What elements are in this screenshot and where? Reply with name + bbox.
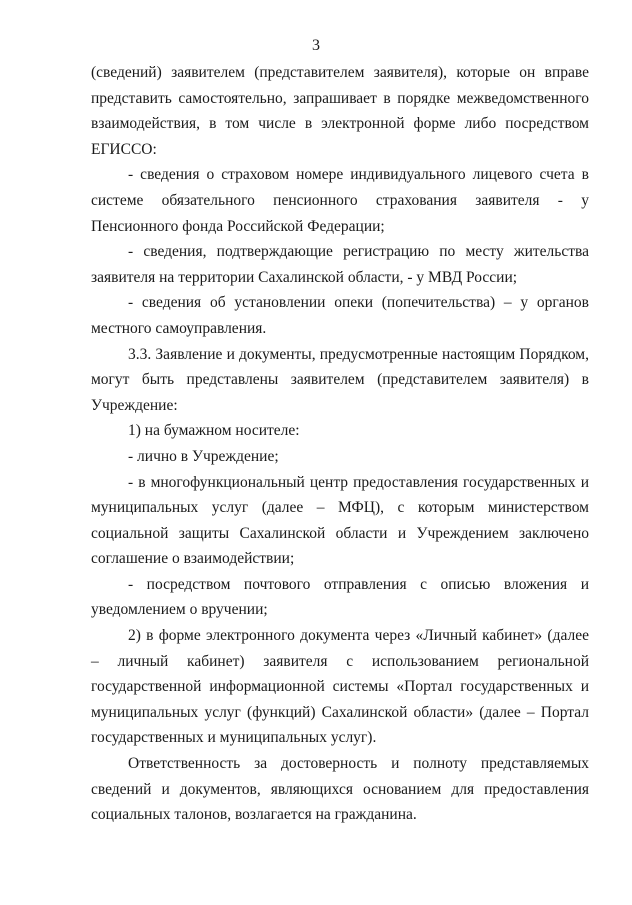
paragraph-1: (сведений) заявителем (представителем заявителя), которые он вправе представить самостоятельно, запрашивает в порядке межведомственного взаимодействия, в том числе в электронной форме либо посредством ЕГИССО:: [91, 64, 589, 158]
paragraph-7: - лично в Учреждение;: [128, 447, 279, 465]
paragraph-10: 2) в форме электронного документа через «Личный кабинет» (далее – личный кабинет) заявителя с использованием региональной государственной информационной системы «Портал государственных и муниципальных услуг (функций) Сахалинской области» (далее – Портал государственных и муниципальных услуг).: [91, 627, 589, 747]
paragraph-6: 1) на бумажном носителе:: [128, 422, 300, 440]
page-number: 3: [312, 37, 320, 54]
document-body: [91, 60, 589, 828]
paragraph-9: - посредством почтового отправления с описью вложения и уведомлением о вручении;: [91, 575, 589, 619]
paragraph-5: 3.3. Заявление и документы, предусмотренные настоящим Порядком, могут быть представлены заявителем (представителем заявителя) в Учреждение:: [91, 345, 589, 414]
paragraph-8: - в многофункциональный центр предоставления государственных и муниципальных услуг (далее – МФЦ), с которым министерством социальной защиты Сахалинской области и Учреждением заключено соглашение о взаимодействии;: [91, 473, 589, 568]
paragraph-11: Ответственность за достоверность и полноту представляемых сведений и документов, являющихся основанием для предоставления социальных талонов, возлагается на гражданина.: [91, 755, 589, 824]
paragraph-4: - сведения об установлении опеки (попечительства) – у органов местного самоуправления.: [91, 294, 589, 337]
paragraph-2: - сведения о страховом номере индивидуального лицевого счета в системе обязательного пенсионного страхования заявителя - у Пенсионного фонда Российской Федерации;: [91, 166, 589, 235]
paragraph-3: - сведения, подтверждающие регистрацию по месту жительства заявителя на территории Сахалинской области, - у МВД России;: [91, 243, 589, 286]
